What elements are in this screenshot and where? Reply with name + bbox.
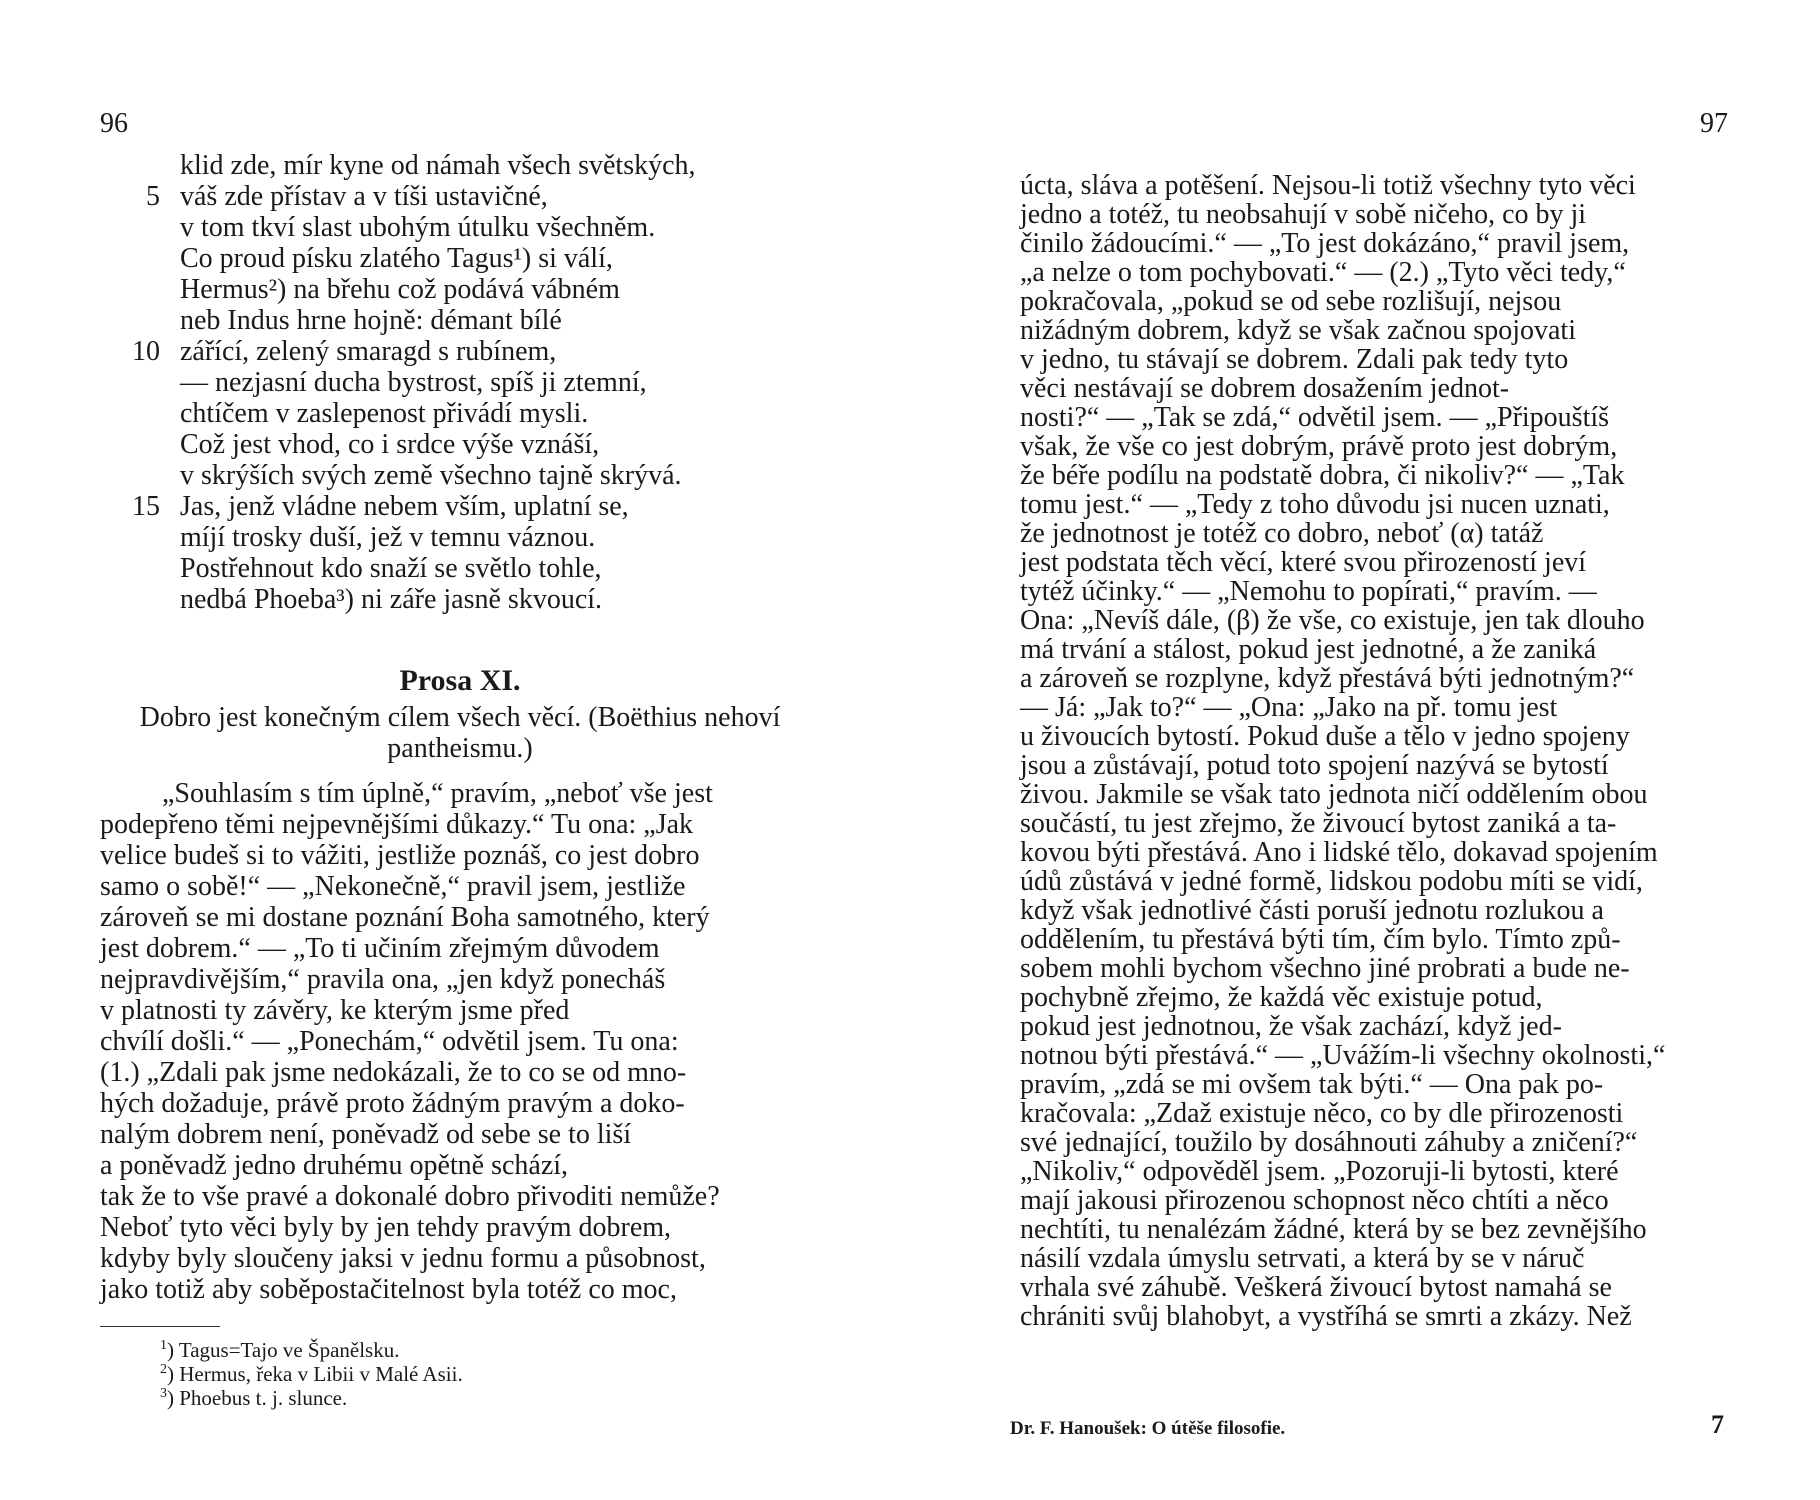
prose-line: jest dobrem.“ — „To ti učiním zřejmým důvodem <box>100 933 660 964</box>
prose-line: Neboť tyto věci byly by jen tehdy pravým dobrem, <box>100 1212 672 1243</box>
prose-line: své jednající, toužilo by dosáhnouti záhuby a zničení?“ <box>1020 1127 1638 1158</box>
prose-line: jedno a totéž, tu neobsahují v sobě ničeho, co by ji <box>1020 199 1587 230</box>
prose-line: velice budeš si to vážiti, jestliže poznáš, co jest dobro <box>100 840 700 871</box>
prose-line: samo o sobě!“ — „Nekonečně,“ pravil jsem, jestliže <box>100 871 686 902</box>
section-heading: Prosa XI. <box>399 664 521 697</box>
footnote-mark: 2 <box>160 1362 167 1377</box>
prose-line: u živoucích bytostí. Pokud duše a tělo v jedno spojeny <box>1020 721 1630 752</box>
prose-line: kdyby byly sloučeny jaksi v jednu formu a působnost, <box>100 1243 706 1274</box>
prose-line: násilí vzdala úmyslu setrvati, a která by se v náruč <box>1020 1243 1585 1274</box>
prose-line: nalým dobrem není, poněvadž od sebe se to liší <box>100 1119 632 1150</box>
prose-line: když však jednotlivé části poruší jednotu rozlukou a <box>1020 895 1604 926</box>
poem-line: chtíčem v zaslepenost přivádí mysli. <box>180 398 589 429</box>
poem-line: neb Indus hrne hojně: démant bílé <box>180 305 562 336</box>
poem-line: v tom tkví slast ubohým útulku všechněm. <box>180 212 656 243</box>
prose-line: kračovala: „Zdaž existuje něco, co by dle přirozenosti <box>1020 1098 1624 1129</box>
prose-line: jako totiž aby soběpostačitelnost byla totéž co moc, <box>100 1274 677 1305</box>
right-page <box>910 0 1820 1500</box>
prose-line: notnou býti přestává.“ — „Uvážím-li všechny okolnosti,“ <box>1020 1040 1666 1071</box>
page-number: 97 <box>1700 108 1728 139</box>
prose-line: v platnosti ty závěry, ke kterým jsme před <box>100 995 570 1026</box>
prose-line: nechtíti, tu nenalézám žádné, která by se bez zevnějšího <box>1020 1214 1647 1245</box>
prose-line: chvílí došli.“ — „Ponechám,“ odvětil jsem. Tu ona: <box>100 1026 679 1057</box>
prose-line: pokud jest jednotnou, že však zachází, když jed- <box>1020 1011 1562 1042</box>
verse-number: 15 <box>132 491 160 522</box>
footnote-text: ) Phoebus t. j. slunce. <box>167 1386 348 1410</box>
poem-line: zářící, zelený smaragd s rubínem, <box>180 336 557 367</box>
prose-line: a zároveň se rozplyne, když přestává býti jednotným?“ <box>1020 663 1635 694</box>
footnote <box>160 1382 347 1410</box>
poem-line: — nezjasní ducha bystrost, spíš ji ztemní, <box>180 367 647 398</box>
prose-line: zároveň se mi dostane poznání Boha samotného, který <box>100 902 710 933</box>
prose-line: tytéž účinky.“ — „Nemohu to popírati,“ pravím. — <box>1020 576 1597 607</box>
prose-line: Ona: „Nevíš dále, (β) že vše, co existuje, jen tak dlouho <box>1020 605 1645 636</box>
prose-line: však, že vše co jest dobrým, právě proto jest dobrým, <box>1020 431 1618 462</box>
prose-line: pochybně zřejmo, že každá věc existuje potud, <box>1020 982 1543 1013</box>
prose-line: činilo žádoucími.“ — „To jest dokázáno,“ pravil jsem, <box>1020 228 1630 259</box>
prose-line: kovou býti přestává. Ano i lidské tělo, dokavad spojením <box>1020 837 1658 868</box>
prose-line: údů zůstává v jedné formě, lidskou podobu míti se vidí, <box>1020 866 1643 897</box>
prose-line: jest podstata těch věcí, které svou přirozeností jeví <box>1020 547 1587 578</box>
prose-line: podepřeno těmi nejpevnějšími důkazy.“ Tu ona: „Jak <box>100 809 694 840</box>
section-subtitle-line: pantheismu.) <box>387 733 533 764</box>
prose-line: nosti?“ — „Tak se zdá,“ odvětil jsem. — „Připouštíš <box>1020 402 1610 433</box>
prose-line: součástí, tu jest zřejmo, že živoucí bytost zaniká a ta- <box>1020 808 1617 839</box>
prose-line: „a nelze o tom pochybovati.“ — (2.) „Tyto věci tedy,“ <box>1020 257 1626 288</box>
poem-line: Což jest vhod, co i srdce výše vznáší, <box>180 429 600 460</box>
prose-line: úcta, sláva a potěšení. Nejsou-li totiž všechny tyto věci <box>1020 170 1636 201</box>
prose-line: chrániti svůj blahobyt, a vystříhá se smrti a zkázy. Než <box>1020 1301 1632 1332</box>
prose-line: v jedno, tu stávají se dobrem. Zdali pak tedy tyto <box>1020 344 1569 375</box>
prose-line: věci nestávají se dobrem dosažením jednot- <box>1020 373 1510 404</box>
poem-line: Co proud písku zlatého Tagus¹) si válí, <box>180 243 613 274</box>
footnote-text: ) Hermus, řeka v Libii v Malé Asii. <box>167 1362 463 1386</box>
book-credit: Dr. F. Hanoušek: O útěše filosofie. <box>1010 1418 1286 1439</box>
prose-line: nejpravdivějším,“ pravila ona, „jen když ponecháš <box>100 964 666 995</box>
prose-line: a poněvadž jedno druhému opětně schází, <box>100 1150 569 1181</box>
verse-number: 10 <box>132 336 160 367</box>
prose-line: nižádným dobrem, když se však začnou spojovati <box>1020 315 1576 346</box>
footnote-mark: 3 <box>160 1386 167 1401</box>
poem-line: v skrýších svých země všechno tajně skrývá. <box>180 460 682 491</box>
verse-number: 5 <box>146 181 160 212</box>
prose-line: že jednotnost je totéž co dobro, neboť (α) tatáž <box>1020 518 1544 549</box>
footnote-text: ) Tagus=Tajo ve Španělsku. <box>167 1338 400 1362</box>
prose-line: jsou a zůstávají, potud toto spojení nazývá se bytostí <box>1020 750 1609 781</box>
section-subtitle-line: Dobro jest konečným cílem všech věcí. (Boëthius nehoví <box>139 702 781 733</box>
prose-line: (1.) „Zdali pak jsme nedokázali, že to co se od mno- <box>100 1057 687 1088</box>
prose-line: tak že to vše pravé a dokonalé dobro přivoditi nemůže? <box>100 1181 720 1212</box>
poem-line: Jas, jenž vládne nebem vším, uplatní se, <box>180 491 629 522</box>
poem-line: klid zde, mír kyne od námah všech světských, <box>180 150 696 181</box>
prose-line: pokračovala, „pokud se od sebe rozlišují, nejsou <box>1020 286 1562 317</box>
prose-line: pravím, „zdá se mi ovšem tak býti.“ — Ona pak po- <box>1020 1069 1604 1100</box>
prose-line: sobem mohli bychom všechno jiné probrati a bude ne- <box>1020 953 1630 984</box>
prose-line: hých dožaduje, právě proto žádným pravým a doko- <box>100 1088 685 1119</box>
page-number: 96 <box>100 108 128 139</box>
prose-line: oddělením, tu přestává býti tím, čím bylo. Tímto způ- <box>1020 924 1621 955</box>
poem-line: míjí trosky duší, jež v temnu váznou. <box>180 522 596 553</box>
footnote-mark: 1 <box>160 1338 167 1353</box>
prose-line: má trvání a stálost, pokud jest jednotné, a že zaniká <box>1020 634 1597 665</box>
poem-line: Hermus²) na břehu což podává vábném <box>180 274 620 305</box>
prose-line: tomu jest.“ — „Tedy z toho důvodu jsi nucen uznati, <box>1020 489 1610 520</box>
poem-line: váš zde přístav a v tíši ustavičné, <box>180 181 548 212</box>
signature-mark: 7 <box>1711 1410 1724 1439</box>
prose-line: mají jakousi přirozenou schopnost něco chtíti a něco <box>1020 1185 1609 1216</box>
poem-line: Postřehnout kdo snaží se světlo tohle, <box>180 553 602 584</box>
prose-line: že béře podílu na podstatě dobra, či nikoliv?“ — „Tak <box>1020 460 1625 491</box>
prose-line: „Nikoliv,“ odpověděl jsem. „Pozoruji-li bytosti, které <box>1020 1156 1619 1187</box>
footnote-rule <box>100 1326 220 1327</box>
prose-line: „Souhlasím s tím úplně,“ pravím, „neboť vše jest <box>162 778 713 809</box>
prose-line: vrhala své záhubě. Veškerá živoucí bytost namahá se <box>1020 1272 1612 1303</box>
prose-line: živou. Jakmile se však tato jednota ničí oddělením obou <box>1020 779 1648 810</box>
prose-line: — Já: „Jak to?“ — „Ona: „Jako na př. tomu jest <box>1020 692 1558 723</box>
poem-line: nedbá Phoeba³) ni záře jasně skvoucí. <box>180 584 603 615</box>
